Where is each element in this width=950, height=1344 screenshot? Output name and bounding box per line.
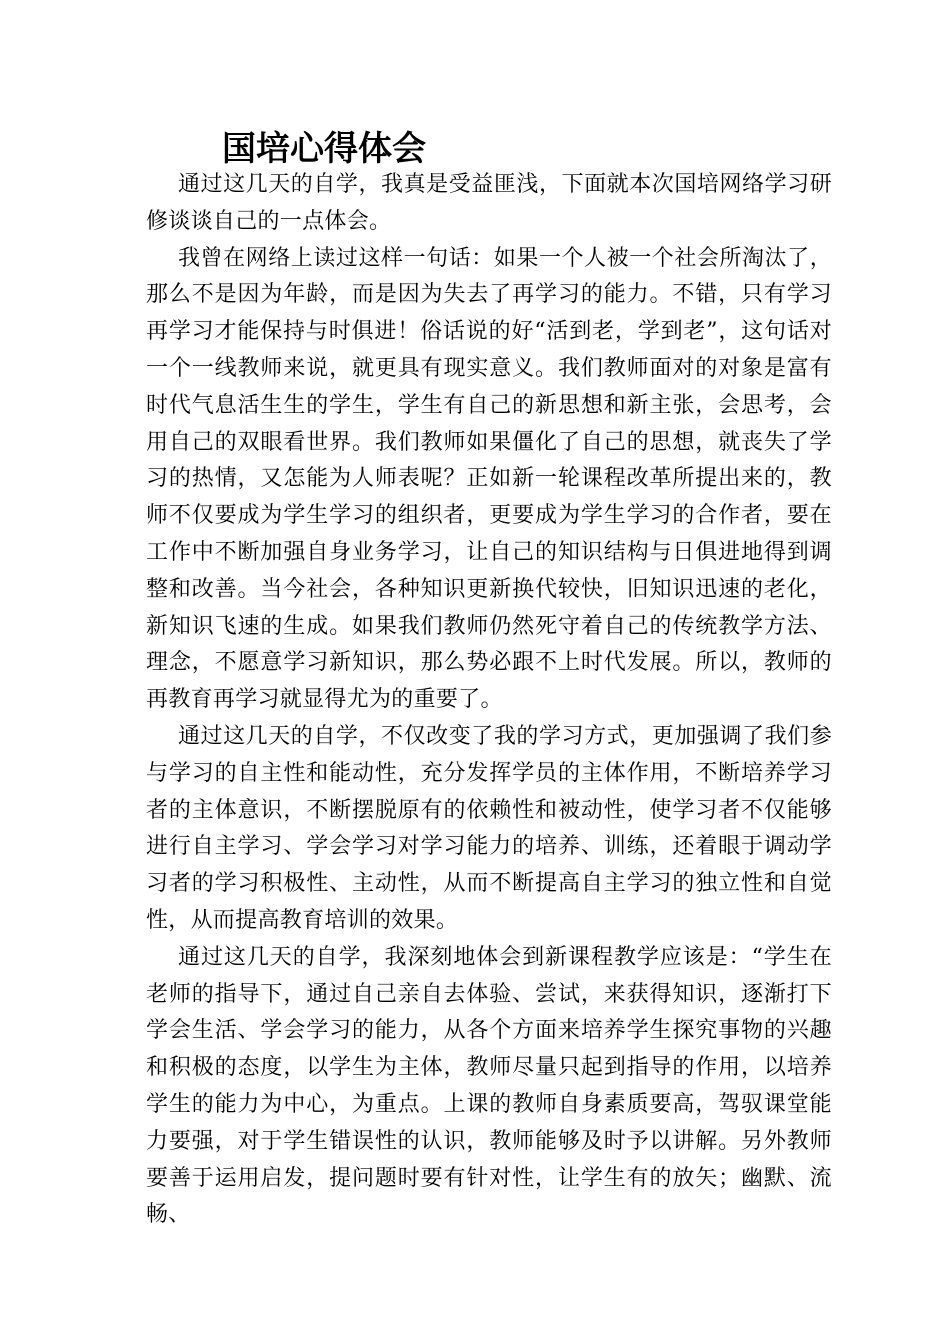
document-title: 国培心得体会 <box>222 129 426 169</box>
paragraph-lifelong-learning: 我曾在网络上读过这样一句话：如果一个人被一个社会所淘汰了，那么不是因为年龄，而是因为失去了再学习的能力。不错，只有学习再学习才能保持与时俱进！俗话说的好“活到老，学到老”，这句话对一个一线教师来说，就更具有现实意义。我们教师面对的对象是富有时代气息活生生的学生，学生有自己的新思想和新主张，会思考，会用自己的双眼看世界。我们教师如果僵化了自己的思想，就丧失了学习的热情，又怎能为人师表呢？正如新一轮课程改革所提出来的，教师不仅要成为学生学习的组织者，更要成为学生学习的合作者，要在工作中不断加强自身业务学习，让自己的知识结构与日俱进地得到调整和改善。当今社会，各种知识更新换代较快，旧知识迅速的老化，新知识飞速的生成。如果我们教师仍然死守着自己的传统教学方法、理念，不愿意学习新知识，那么势必跟不上时代发展。所以，教师的再教育再学习就显得尤为的重要了。 <box>146 245 832 713</box>
paragraph-intro: 通过这几天的自学，我真是受益匪浅，下面就本次国培网络学习研修谈谈自己的一点体会。 <box>146 172 832 234</box>
paragraph-new-curriculum: 通过这几天的自学，我深刻地体会到新课程教学应该是：“学生在老师的指导下，通过自己亲自去体验、尝试，来获得知识，逐渐打下学会生活、学会学习的能力，从各个方面来培养学生探究事物的兴趣和积极的态度，以学生为主体，教师尽量只起到指导的作用，以培养学生的能力为中心，为重点。上课的教师自身素质要高，驾驭课堂能力要强，对于学生错误性的认识，教师能够及时予以讲解。另外教师要善于运用启发，提问题时要有针对性，让学生有的放矢；幽默、流畅、 <box>146 944 832 1228</box>
paragraph-self-study: 通过这几天的自学，不仅改变了我的学习方式，更加强调了我们参与学习的自主性和能动性，充分发挥学员的主体作用，不断培养学习者的主体意识，不断摆脱原有的依赖性和被动性，使学习者不仅能够进行自主学习、学会学习对学习能力的培养、训练，还着眼于调动学习者的学习积极性、主动性，从而不断提高自主学习的独立性和自觉性，从而提高教育培训的效果。 <box>146 723 832 933</box>
document-body <box>146 167 832 1234</box>
